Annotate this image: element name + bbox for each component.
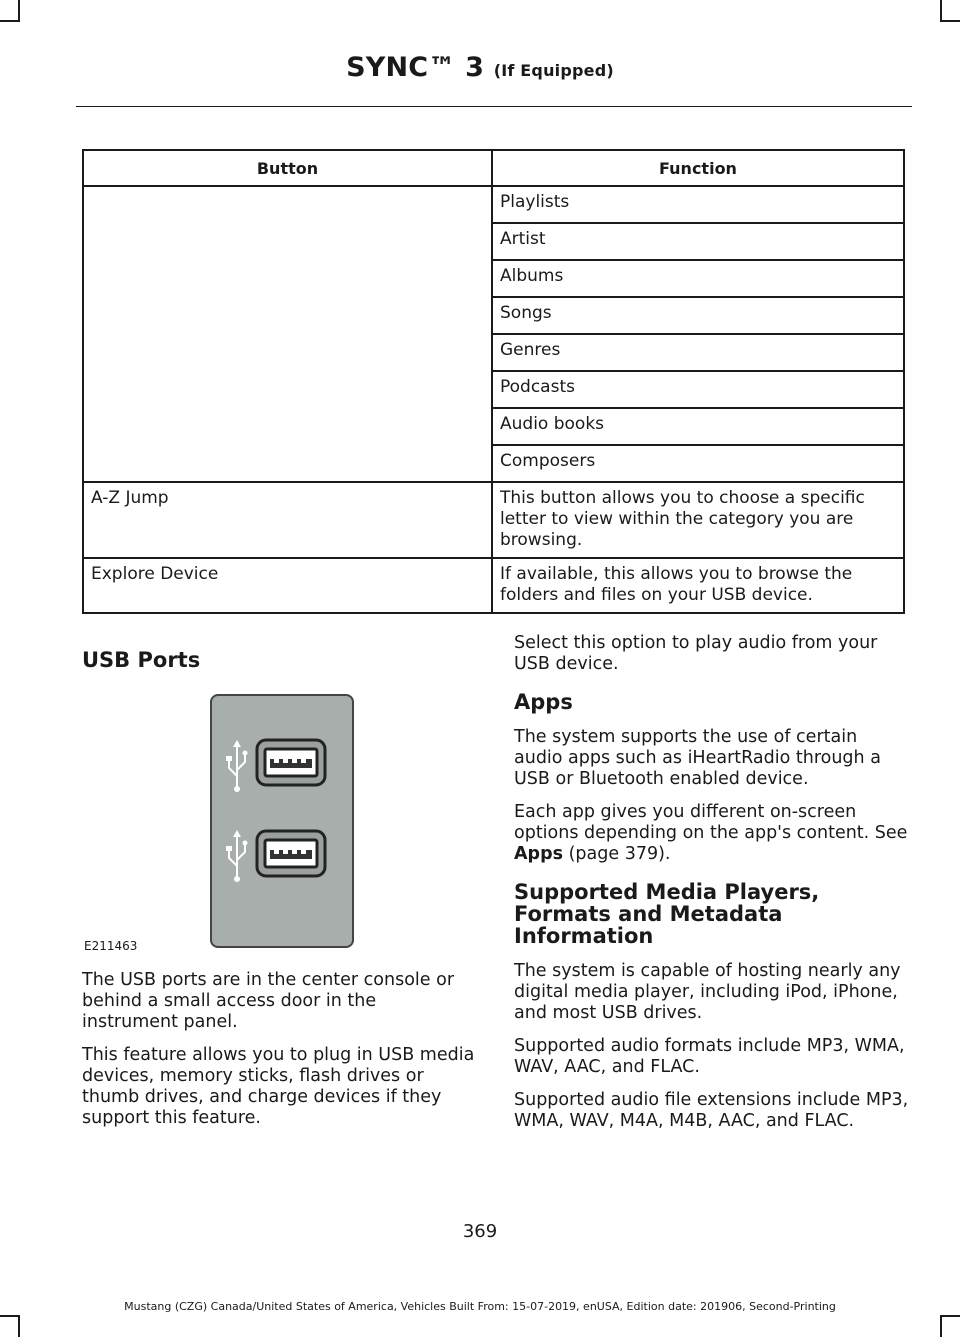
right-column-text [514,633,909,1144]
header-title: SYNC™ 3 [346,52,485,83]
usb-ports-illustration [210,694,354,948]
select-paragraph: Select this option to play audio from your USB device. [514,633,878,674]
media-heading: Supported Media Players, Formats and Metadata Information [514,880,820,948]
crop-mark [940,1315,960,1317]
usb-symbol-icon [226,740,248,792]
crop-mark [18,1315,20,1337]
crop-mark [0,20,20,22]
function-cell: This button allows you to choose a specific letter to view within the category you are browsing. [492,482,904,558]
page-header [0,52,960,83]
category-cell: Songs [492,297,904,334]
apps-text: Each app gives you different on-screen options depending on the app's content. See [514,802,908,843]
page-reference: (page 379). [568,844,671,864]
media-paragraph: Supported audio formats include MP3, WMA, WAV, AAC, and FLAC. [514,1036,905,1077]
table-row [83,482,904,558]
usb-ports-heading: USB Ports [82,648,201,672]
left-column-text [82,970,477,1141]
crop-mark [940,20,960,22]
category-cell: Albums [492,260,904,297]
category-cell: Genres [492,334,904,371]
usb-paragraph: The USB ports are in the center console or behind a small access door in the instrument panel. [82,970,455,1032]
category-cell: Playlists [492,186,904,223]
crop-mark [940,0,942,22]
table-row [83,558,904,613]
apps-link[interactable]: Apps [514,844,564,864]
table-row [83,186,904,223]
button-cell: A-Z Jump [83,482,492,558]
header-suffix: (If Equipped) [493,61,614,80]
page-footer: Mustang (CZG) Canada/United States of America, Vehicles Built From: 15-07-2019, enUSA, Edition date: 201906, Second-Printing [124,1300,836,1313]
button-cell-empty [83,186,492,482]
page-number: 369 [462,1221,498,1242]
figure-code: E211463 [84,939,138,953]
category-cell: Artist [492,223,904,260]
button-cell: Explore Device [83,558,492,613]
category-cell: Podcasts [492,371,904,408]
crop-mark [18,0,20,22]
usb-port-upper [257,740,325,785]
apps-paragraph [514,802,909,865]
usb-port-lower [257,831,325,876]
header-divider [76,106,912,107]
category-cell: Composers [492,445,904,482]
apps-paragraph: The system supports the use of certain audio apps such as iHeartRadio through a USB or Bluetooth enabled device. [514,727,881,789]
media-paragraph: Supported audio file extensions include MP3, WMA, WAV, M4A, M4B, AAC, and FLAC. [514,1090,909,1131]
col-header-function: Function [492,150,904,186]
function-table [82,149,905,614]
media-paragraph: The system is capable of hosting nearly any digital media player, including iPod, iPhone, and most USB drives. [514,961,901,1023]
crop-mark [940,1315,942,1337]
category-cell: Audio books [492,408,904,445]
crop-mark [0,1315,20,1317]
function-cell: If available, this allows you to browse the folders and files on your USB device. [492,558,904,613]
apps-heading: Apps [514,690,573,714]
usb-panel-graphic [212,696,352,946]
col-header-button: Button [83,150,492,186]
usb-symbol-icon [226,830,248,882]
usb-paragraph: This feature allows you to plug in USB media devices, memory sticks, flash drives or thumb drives, and charge devices if they support this feature. [82,1045,475,1128]
